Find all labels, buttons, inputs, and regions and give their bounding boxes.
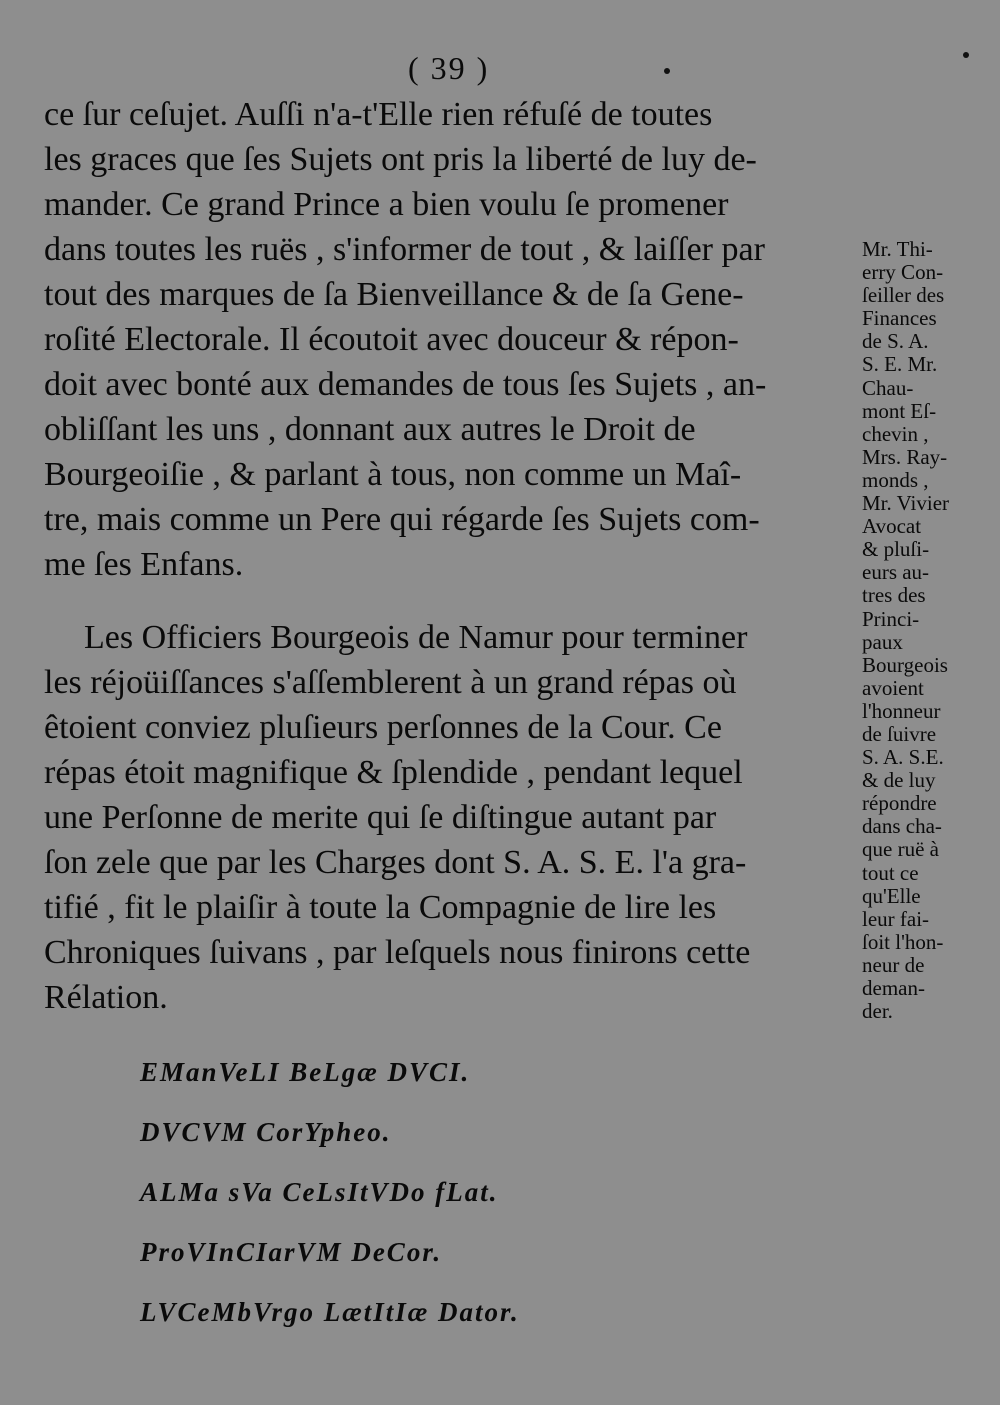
chronogram-line: EManVeLI BeLgæ DVCI. bbox=[140, 1057, 471, 1087]
text-line: tre, mais comme un Pere qui régarde ſes Sujets com- bbox=[44, 501, 760, 538]
text-line: êtoient conviez pluſieurs perſonnes de la Cour. Ce bbox=[44, 709, 722, 746]
text-line: une Perſonne de merite qui ſe diſtingue autant par bbox=[44, 799, 717, 836]
margin-line: dans cha- bbox=[862, 814, 942, 839]
text-line: ſon zele que par les Charges dont S. A. S. E. l'a gra- bbox=[44, 844, 747, 881]
margin-note bbox=[862, 238, 982, 1023]
margin-line: neur de bbox=[862, 952, 925, 977]
text-line: obliſſant les uns , donnant aux autres le Droit de bbox=[44, 411, 696, 448]
ink-speck bbox=[664, 68, 670, 74]
text-line: mander. Ce grand Prince a bien voulu ſe promener bbox=[44, 186, 729, 223]
margin-line: Mr. Vivier bbox=[862, 491, 950, 516]
margin-line: Princi- bbox=[862, 606, 920, 631]
margin-line: chevin , bbox=[862, 421, 929, 446]
margin-line: erry Con- bbox=[862, 260, 944, 285]
chronogram-line: DVCVM CorYpheo. bbox=[140, 1117, 392, 1147]
margin-line: répondre bbox=[862, 791, 937, 816]
margin-line: avoient bbox=[862, 675, 924, 700]
margin-line: mont Eſ- bbox=[862, 398, 937, 423]
margin-line: monds , bbox=[862, 467, 929, 492]
chronogram-line: ProVInCIarVM DeCor. bbox=[140, 1237, 443, 1267]
text-line: Bourgeoiſie , & parlant à tous, non comme un Maî- bbox=[44, 456, 742, 493]
text-line: me ſes Enfans. bbox=[44, 546, 244, 583]
margin-line: paux bbox=[862, 629, 903, 654]
margin-line: ſoit l'hon- bbox=[862, 929, 944, 954]
margin-line: Mrs. Ray- bbox=[862, 444, 948, 469]
margin-line: eurs au- bbox=[862, 560, 930, 585]
margin-line: Bourgeois bbox=[862, 652, 948, 677]
margin-line: de S. A. bbox=[862, 329, 929, 354]
chronogram-line: LVCeMbVrgo LætItIæ Dator. bbox=[140, 1297, 520, 1327]
text-line: doit avec bonté aux demandes de tous ſes Sujets , an- bbox=[44, 366, 767, 403]
chronogram-list bbox=[140, 1052, 520, 1352]
text-line: roſité Electorale. Il écoutoit avec douceur & répon- bbox=[44, 321, 739, 358]
margin-line: de ſuivre bbox=[862, 721, 937, 746]
margin-line: deman- bbox=[862, 976, 925, 1000]
text-line: Chroniques ſuivans , par leſquels nous finirons cette bbox=[44, 934, 751, 971]
margin-line: l'honneur bbox=[862, 698, 941, 723]
text-line: Rélation. bbox=[44, 979, 168, 1016]
text-line: dans toutes les ruës , s'informer de tout , & laiſſer par bbox=[44, 231, 765, 268]
text-line: les graces que ſes Sujets ont pris la liberté de luy de- bbox=[44, 141, 757, 178]
ink-speck bbox=[963, 52, 969, 58]
text-line: Les Officiers Bourgeois de Namur pour terminer bbox=[84, 619, 748, 656]
margin-line: & de luy bbox=[862, 768, 936, 793]
page-number: ( 39 ) bbox=[408, 50, 490, 86]
text-line: ce ſur ceſujet. Auſſi n'a-t'Elle rien réfuſé de toutes bbox=[44, 96, 713, 133]
paragraph-gap bbox=[44, 587, 874, 615]
margin-line: qu'Elle bbox=[862, 883, 921, 908]
margin-line: Chau- bbox=[862, 375, 914, 400]
text-line: tout des marques de ſa Bienveillance & de ſa Gene- bbox=[44, 276, 744, 313]
chronogram-line: ALMa sVa CeLsItVDo fLat. bbox=[140, 1177, 499, 1207]
margin-line: S. E. Mr. bbox=[862, 352, 938, 377]
margin-line: Avocat bbox=[862, 514, 922, 539]
text-line: répas étoit magnifique & ſplendide , pendant lequel bbox=[44, 754, 743, 791]
margin-line: Mr. Thi- bbox=[862, 237, 933, 261]
margin-line: tres des bbox=[862, 583, 926, 608]
margin-line: Finances bbox=[862, 306, 937, 331]
margin-line: ſeiller des bbox=[862, 283, 945, 308]
margin-line: leur fai- bbox=[862, 906, 930, 931]
margin-line: tout ce bbox=[862, 860, 919, 885]
body-text bbox=[44, 92, 874, 1020]
margin-line: der. bbox=[862, 999, 893, 1024]
margin-line: S. A. S.E. bbox=[862, 745, 944, 770]
text-line: tifié , fit le plaiſir à toute la Compagnie de lire les bbox=[44, 889, 717, 926]
margin-line: que ruë à bbox=[862, 837, 939, 862]
margin-line: & pluſi- bbox=[862, 537, 930, 562]
text-line: les réjoüiſſances s'aſſemblerent à un grand répas où bbox=[44, 664, 737, 701]
